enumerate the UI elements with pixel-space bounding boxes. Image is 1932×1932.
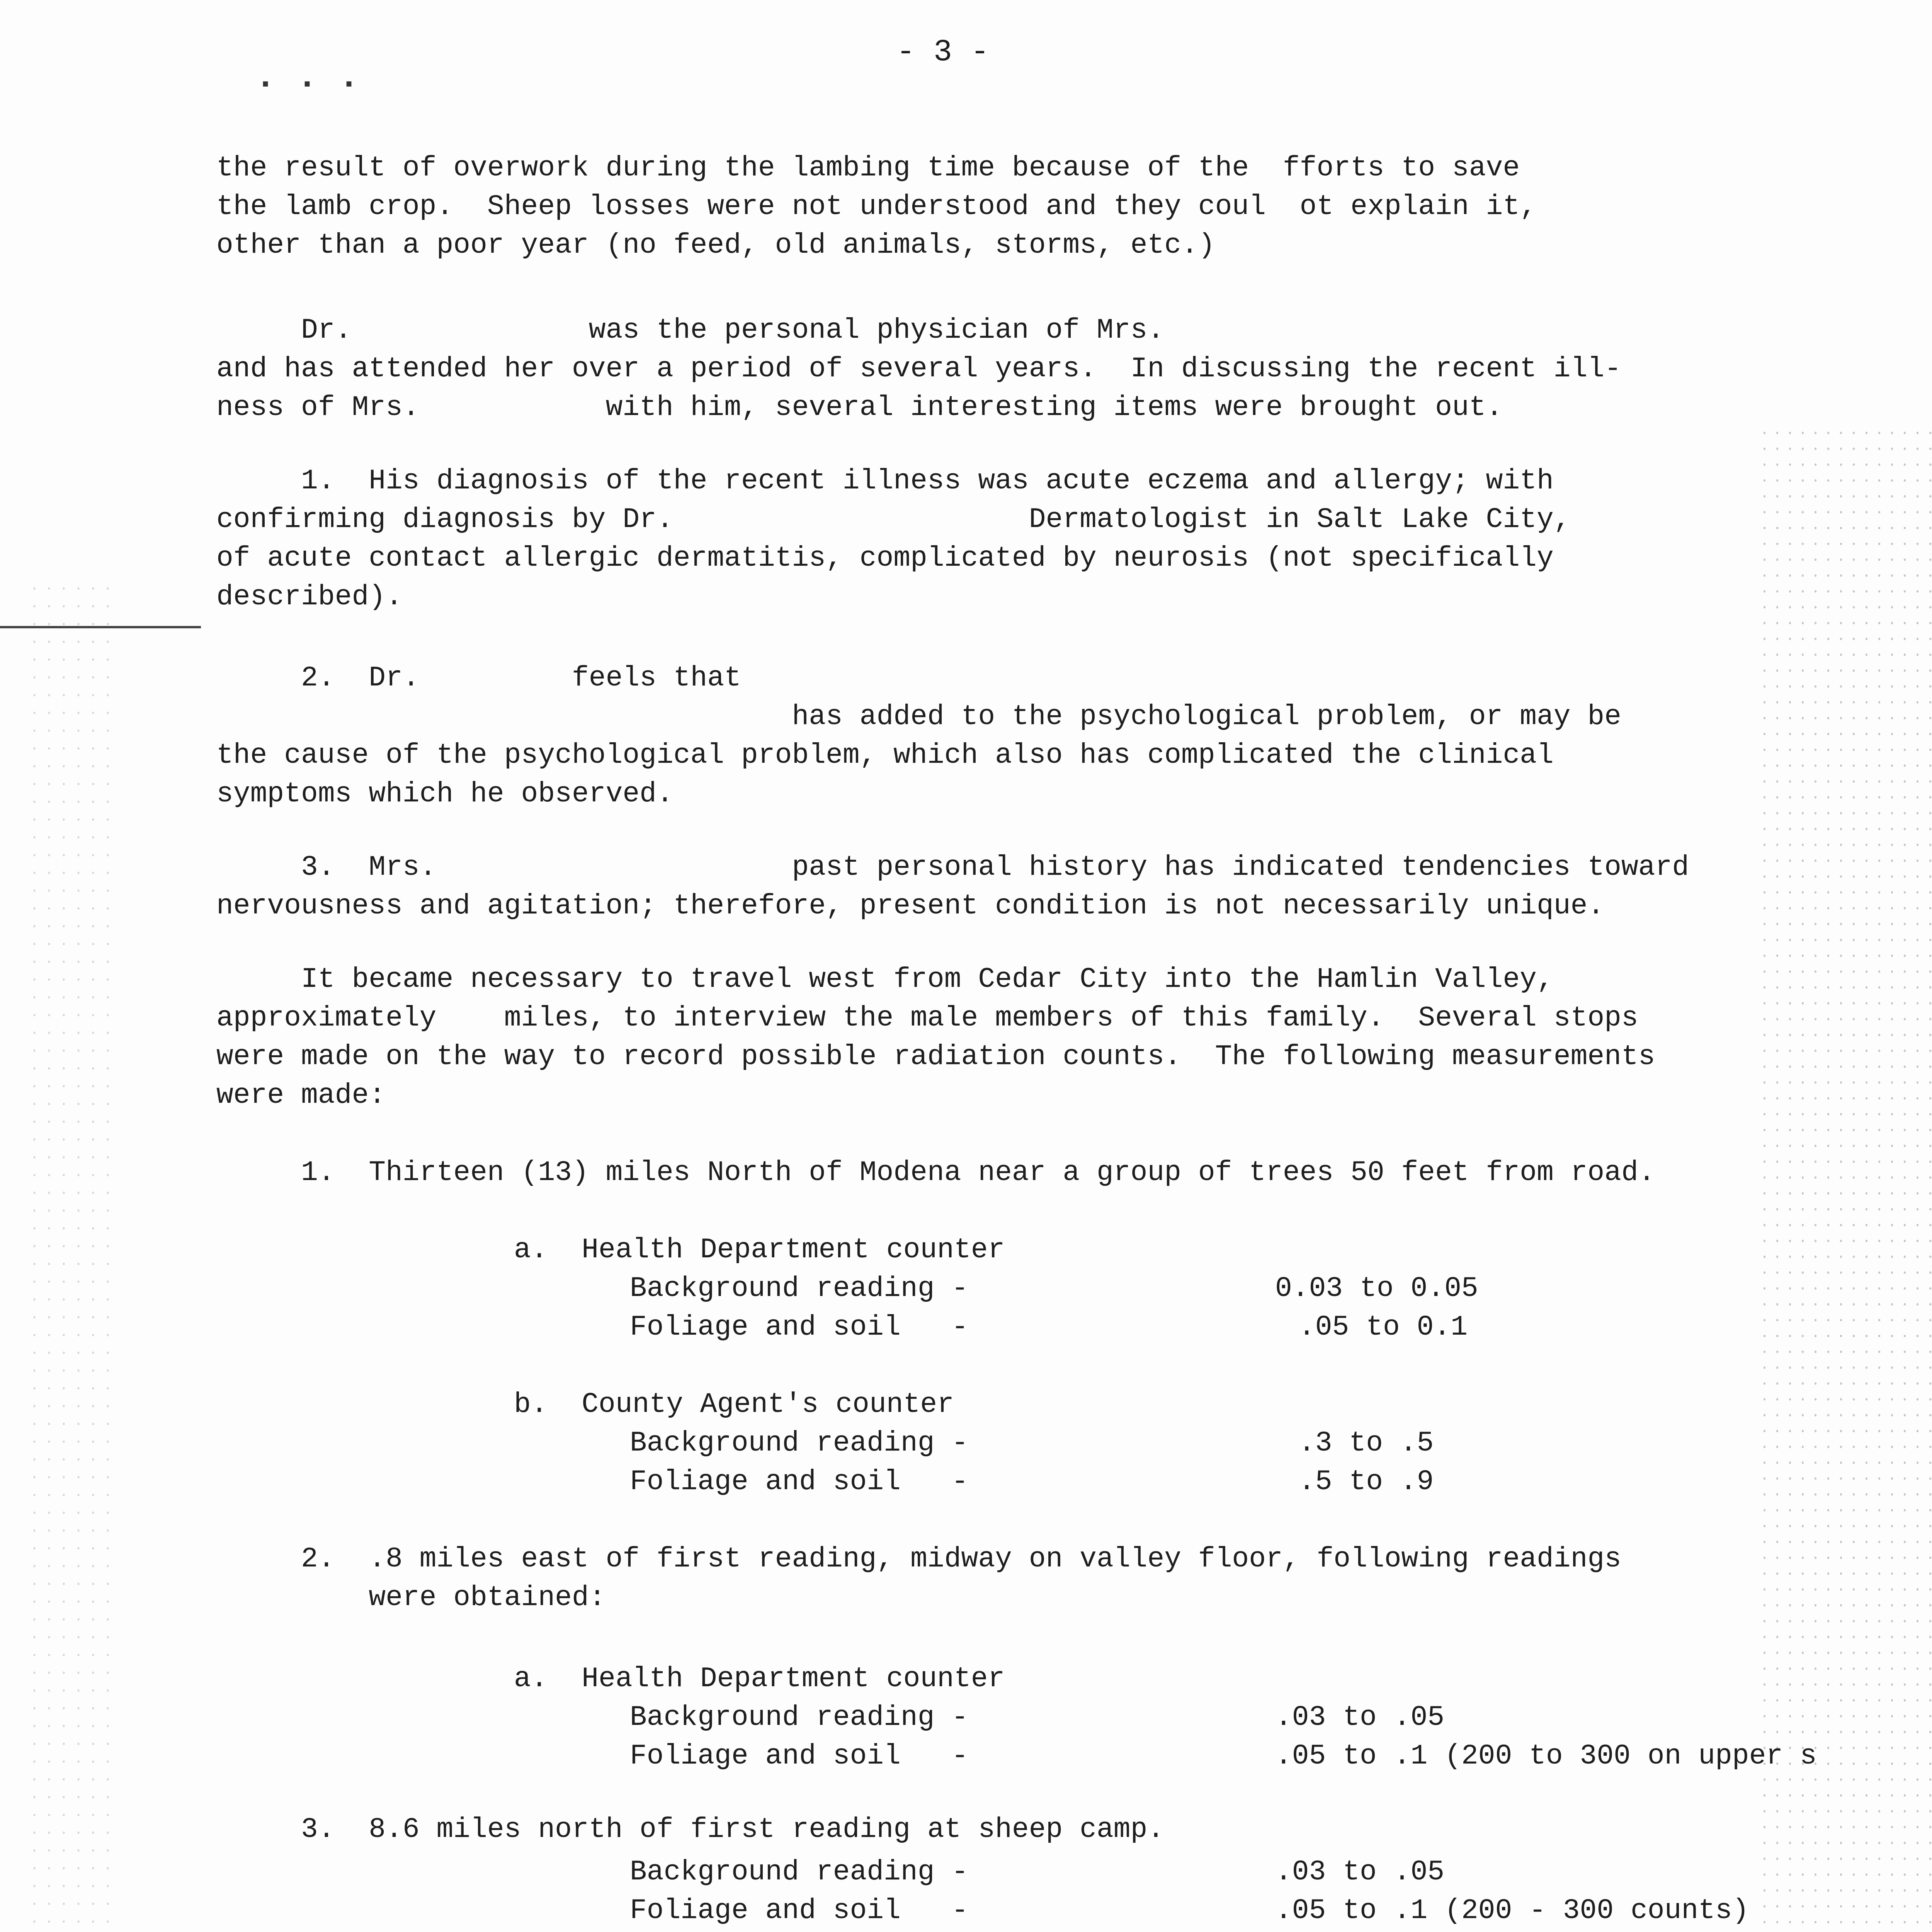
reading-label: Background reading - (630, 1856, 969, 1888)
page-number: - 3 - (896, 35, 990, 70)
paragraph-line: approximately miles, to interview the male members of this family. Several stops (216, 1002, 1638, 1034)
paragraph-line: It became necessary to travel west from Cedar City into the Hamlin Valley, (216, 963, 1554, 995)
numbered-item-line: symptoms which he observed. (216, 778, 673, 810)
paragraph-line: the result of overwork during the lambing time because of the fforts to save (216, 152, 1520, 184)
numbered-item-line: nervousness and agitation; therefore, present condition is not necessarily unique. (216, 890, 1605, 922)
paragraph-line: were made on the way to record possible radiation counts. The following measurements (216, 1041, 1655, 1073)
reading-label: Background reading - (630, 1272, 969, 1304)
numbered-item-line: of acute contact allergic dermatitis, complicated by neurosis (not specifically (216, 542, 1554, 574)
numbered-item-line: 1. His diagnosis of the recent illness was acute eczema and allergy; with (216, 465, 1554, 497)
reading-value: .5 to .9 (1298, 1466, 1434, 1498)
reading-value: .03 to .05 (1275, 1701, 1445, 1733)
counter-title: b. County Agent's counter (514, 1388, 954, 1420)
paragraph-line: Dr. was the personal physician of Mrs. (216, 314, 1165, 346)
numbered-item-line: the cause of the psychological problem, which also has complicated the clinical (216, 739, 1554, 771)
measurement-heading: 1. Thirteen (13) miles North of Modena near a group of trees 50 feet from road. (216, 1156, 1655, 1189)
counter-title: a. Health Department counter (514, 1663, 1005, 1695)
paragraph-line: the lamb crop. Sheep losses were not understood and they coul ot explain it, (216, 190, 1537, 223)
paragraph-line: ness of Mrs. with him, several interesting items were brought out. (216, 391, 1503, 423)
reading-value: .05 to .1 (200 - 300 counts) (1275, 1895, 1749, 1927)
paragraph-line: and has attended her over a period of several years. In discussing the recent ill- (216, 353, 1621, 385)
measurement-heading: 2. .8 miles east of first reading, midway on valley floor, following readings (216, 1543, 1621, 1575)
margin-rule (0, 626, 201, 628)
reading-value: .03 to .05 (1275, 1856, 1445, 1888)
numbered-item-line: confirming diagnosis by Dr. Dermatologist in Salt Lake City, (216, 503, 1571, 536)
reading-label: Foliage and soil - (630, 1466, 969, 1498)
reading-label: Foliage and soil - (630, 1740, 969, 1772)
scan-noise-left (27, 580, 112, 1932)
reading-value: .05 to 0.1 (1298, 1311, 1468, 1343)
numbered-item-line: 3. Mrs. past personal history has indicated tendencies toward (216, 851, 1689, 883)
reading-label: Background reading - (630, 1701, 969, 1733)
reading-label: Background reading - (630, 1427, 969, 1459)
reading-label: Foliage and soil - (630, 1895, 969, 1927)
reading-value: 0.03 to 0.05 (1275, 1272, 1478, 1304)
reading-value: .3 to .5 (1298, 1427, 1434, 1459)
paragraph-line: were made: (216, 1079, 386, 1111)
counter-title: a. Health Department counter (514, 1234, 1005, 1266)
measurement-heading: 3. 8.6 miles north of first reading at sheep camp. (216, 1813, 1165, 1845)
reading-value: .05 to .1 (200 to 300 on upper s (1275, 1740, 1817, 1772)
measurement-heading: were obtained: (216, 1582, 606, 1614)
scan-mark: . . . (255, 58, 360, 97)
scan-noise-right (1758, 425, 1932, 1932)
numbered-item-line: has added to the psychological problem, or may be (216, 701, 1621, 733)
numbered-item-line: 2. Dr. feels that (216, 662, 742, 694)
reading-label: Foliage and soil - (630, 1311, 969, 1343)
numbered-item-line: described). (216, 581, 403, 613)
paragraph-line: other than a poor year (no feed, old animals, storms, etc.) (216, 229, 1215, 261)
